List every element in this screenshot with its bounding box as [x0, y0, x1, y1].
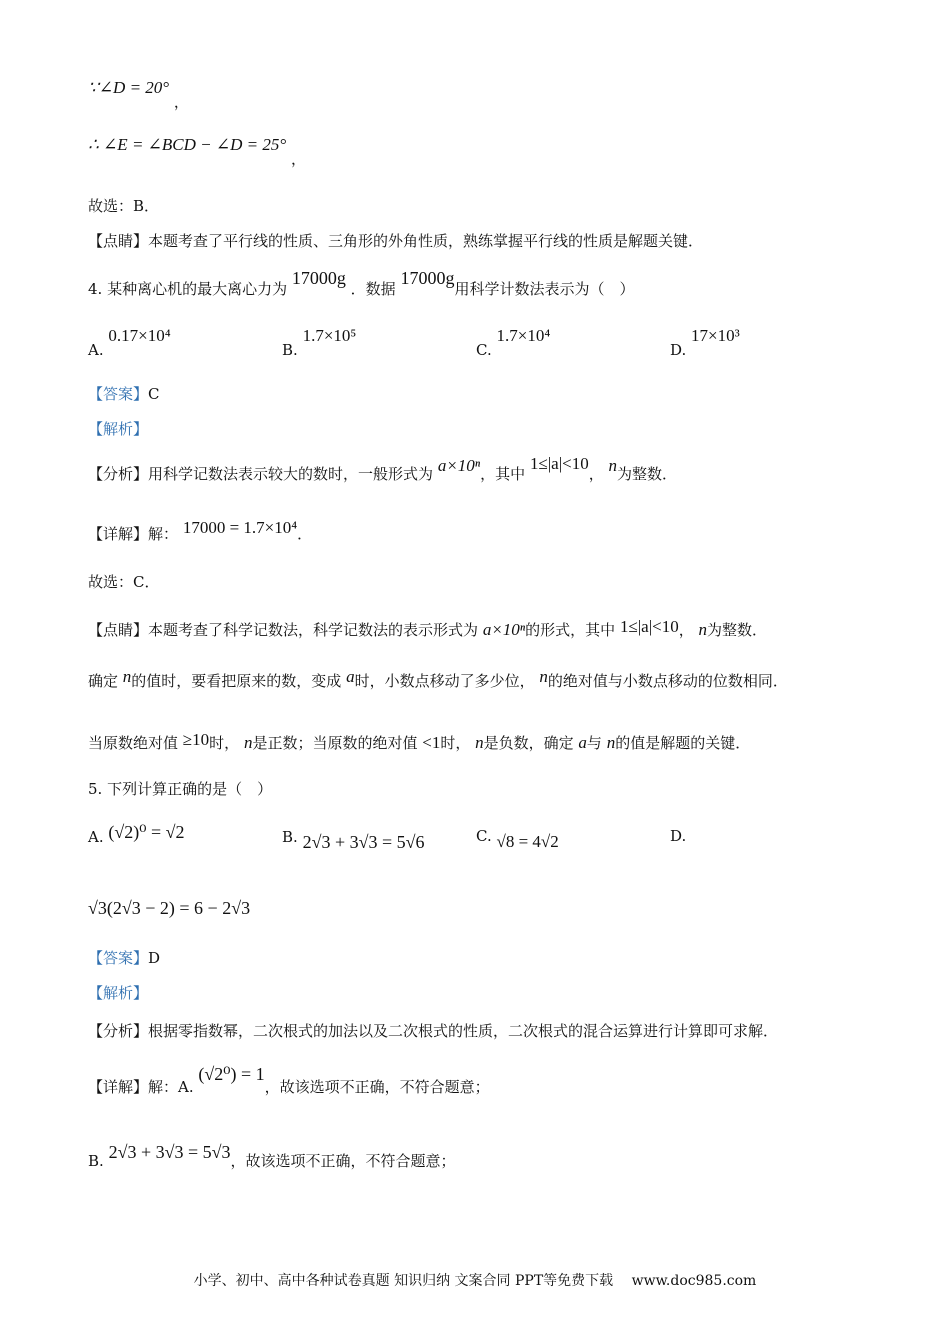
q4-dianjing-1: 【点睛】本题考查了科学记数法，科学记数法的表示形式为 a×10ⁿ的形式，其中 1≤|a|<10， n为整数．: [88, 617, 768, 639]
math-expr: ∴ ∠E = ∠BCD − ∠D = 25°: [88, 135, 287, 154]
math-expr: ∵∠D = 20°: [88, 78, 170, 97]
dianjing-paragraph: 【点睛】本题考查了平行线的性质、三角形的外角性质，熟练掌握平行线的性质是解题关键．: [88, 232, 704, 250]
q4-dianjing-2: 确定 n的值时，要看把原来的数，变成 a时，小数点移动了多少位， n的绝对值与小数点移动的位数相同．: [88, 667, 788, 690]
q4-option-d: D. 17×10³: [670, 326, 740, 359]
q5-option-b: B. 2√3 + 3√3 = 5√6: [282, 828, 425, 852]
q5-option-d: D.: [670, 827, 687, 845]
q5-answer: 【答案】D: [88, 949, 161, 967]
question-5-stem: 5. 下列计算正确的是（ ）: [88, 780, 273, 798]
q4-option-c: C. 1.7×10⁴: [476, 326, 551, 359]
q5-detail-b: B. 2√3 + 3√3 = 5√3，故该选项不正确，不符合题意；: [88, 1142, 456, 1170]
question-4-stem: 4. 某种离心机的最大离心力为 17000g ．数据 17000g用科学计数法表示为（ ）: [88, 268, 635, 298]
choose-line: 故选：B．: [88, 197, 160, 215]
q4-detail: 【详解】解： 17000 = 1.7×10⁴．: [88, 518, 313, 543]
math-value: 17000g: [291, 268, 346, 288]
q4-option-b: B. 1.7×10⁵: [282, 326, 357, 359]
q4-answer: 【答案】C: [88, 385, 160, 403]
q5-option-c: C. √8 = 4√2: [476, 827, 559, 851]
q5-analysis-tag: 【解析】: [88, 984, 149, 1002]
q4-dianjing-3: 当原数绝对值 ≥10时， n是正数；当原数的绝对值 <1时， n是负数，确定 a与 n的值是解题的关键．: [88, 730, 751, 752]
therefore-angle-e: ∴ ∠E = ∠BCD − ∠D = 25° ，: [88, 135, 306, 168]
q4-fenxi: 【分析】用科学记数法表示较大的数时，一般形式为 a×10ⁿ，其中 1≤|a|<10， n为整数．: [88, 454, 678, 483]
q4-choose: 故选：C．: [88, 573, 160, 591]
page-footer: 小学、初中、高中各种试卷真题 知识归纳 文案合同 PPT等免费下载 www.doc985.com: [193, 1273, 757, 1289]
q5-detail-a: 【详解】解：A. (√2⁰) = 1，故该选项不正确，不符合题意；: [88, 1064, 490, 1096]
q4-analysis-tag: 【解析】: [88, 420, 149, 438]
math-value: 17000g: [400, 268, 455, 288]
q5-option-a: A. (√2)⁰ = √2: [88, 822, 185, 846]
given-angle-d: ∵∠D = 20° ，: [88, 78, 189, 111]
q5-option-d-expr: √3(2√3 − 2) = 6 − 2√3: [88, 898, 251, 918]
q5-fenxi: 【分析】根据零指数幂，二次根式的加法以及二次根式的性质，二次根式的混合运算进行计算即可求解．: [88, 1022, 779, 1040]
q4-option-a: A. 0.17×10⁴: [88, 326, 171, 359]
